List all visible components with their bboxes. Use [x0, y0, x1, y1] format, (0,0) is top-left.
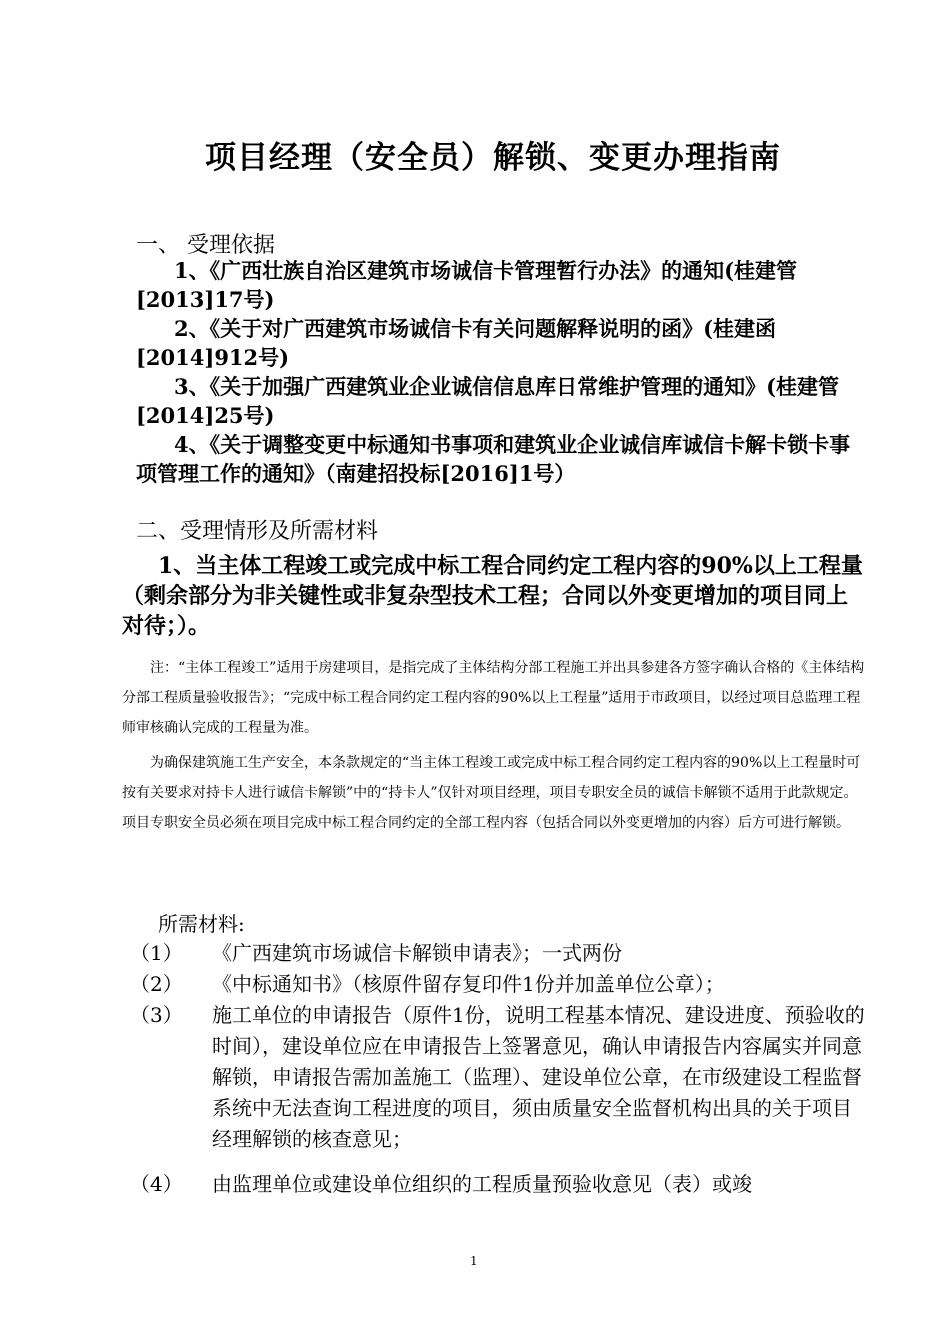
material-text: 《中标通知书》（核原件留存复印件1份并加盖单位公章）；: [212, 972, 725, 996]
section-heading-materials: 二、受理情形及所需材料: [136, 519, 379, 544]
material-text: 施工单位的申请报告（原件1份，说明工程基本情况、建设进度、预验收的时间），建设单位应在申请报告上签署意见，确认申请报告内容属实并同意解锁，申请报告需加盖施工（监理）、建设单位公章，在市级建设工程监督系统中无法查询工程进度的项目，须由质量安全监督机构出具的关于项目经理解锁的核查意见；: [212, 1003, 865, 1151]
material-text: 由监理单位或建设单位组织的工程质量预验收意见（表）或竣: [212, 1172, 752, 1196]
material-text: 《广西建筑市场诚信卡解锁申请表》；一式两份: [212, 941, 622, 965]
materials-heading: 所需材料:: [158, 912, 245, 936]
basis-item: 1、《广西壮族自治区建筑市场诚信卡管理暂行办法》的通知(桂建管[2013]17号): [136, 258, 798, 312]
basis-item: 4、《关于调整变更中标通知书事项和建筑业企业诚信库诚信卡解卡锁卡事项管理工作的通知》（南建招投标[2016]1号）: [136, 432, 851, 486]
page-number: 1: [470, 1254, 478, 1268]
material-number: （4）: [130, 1172, 183, 1196]
section-heading-basis: 一、 受理依据: [136, 233, 275, 258]
basis-item: 2、《关于对广西建筑市场诚信卡有关问题解释说明的函》(桂建函[2014]912号): [136, 316, 777, 370]
note-paragraph: 注：“主体工程竣工”适用于房建项目，是指完成了主体结构分部工程施工并出具参建各方签字确认合格的《主体结构分部工程质量验收报告》；“完成中标工程合同约定工程内容的90%以上工程量”适用于市政项目，以经过项目总监理工程师审核确认完成的工程量为准。: [122, 660, 865, 736]
page-title: 项目经理（安全员）解锁、变更办理指南: [205, 140, 781, 176]
basis-item: 3、《关于加强广西建筑业企业诚信信息库日常维护管理的通知》(桂建管[2014]25号): [136, 374, 840, 428]
note-paragraph-2: 为确保建筑施工生产安全，本条款规定的“当主体工程竣工或完成中标工程合同约定工程内容的90%以上工程量时可按有关要求对持卡人进行诚信卡解锁”中的“持卡人”仅针对项目经理，项目专职安全员的诚信卡解锁不适用于此款规定。项目专职安全员必须在项目完成中标工程合同约定的全部工程内容（包括合同以外变更增加的内容）后方可进行解锁。: [122, 755, 861, 831]
basis-list: [136, 256, 866, 488]
material-number: （1）: [130, 941, 183, 965]
case-1-paragraph: 1、当主体工程竣工或完成中标工程合同约定工程内容的90%以上工程量（剩余部分为非关键性或非复杂型技术工程；合同以外变更增加的项目同上对待；）。: [122, 553, 863, 639]
material-number: （3）: [130, 1003, 183, 1027]
material-number: （2）: [130, 972, 183, 996]
